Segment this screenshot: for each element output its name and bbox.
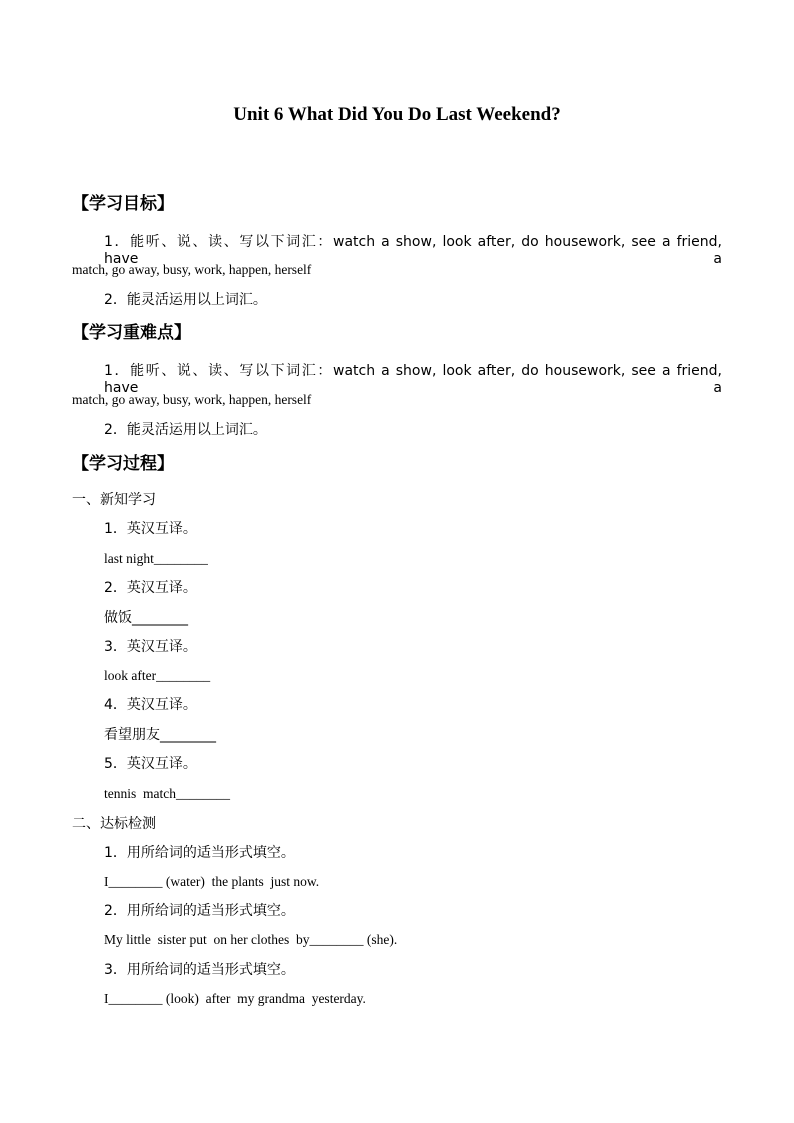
part2-item1-text: I________ (water) the plants just now. [104,874,320,889]
key-points-item1-line2: match, go away, busy, work, happen, herself [72,392,312,407]
goals-item1-line1: 1．能听、说、读、写以下词汇：watch a show, look after, do housework, see a friend, have a [104,234,722,267]
goals-item2: 2．能灵活运用以上词汇。 [104,292,267,308]
part2-title: 二、达标检测 [72,816,156,832]
part1-title: 一、新知学习 [72,492,156,508]
part2-item1-instruction: 1．用所给词的适当形式填空。 [104,845,295,861]
part1-item1-instruction: 1．英汉互译。 [104,521,197,537]
part1-item4-text: 看望朋友________ [104,727,216,743]
part1-item2-text: 做饭________ [104,610,188,626]
part1-item3-instruction: 3．英汉互译。 [104,639,197,655]
page-title: Unit 6 What Did You Do Last Weekend? [233,104,561,125]
key-points-item2: 2．能灵活运用以上词汇。 [104,422,267,438]
part2-item2-text: My little sister put on her clothes by________ (she). [104,932,398,947]
part2-item3-instruction: 3．用所给词的适当形式填空。 [104,962,295,978]
part2-item2-instruction: 2．用所给词的适当形式填空。 [104,903,295,919]
part1-item3-text: look after________ [104,668,211,683]
part2-item3-text: I________ (look) after my grandma yesterday. [104,991,366,1006]
part1-item5-text: tennis match________ [104,786,230,801]
part1-item1-text: last night________ [104,551,208,566]
part1-item2-instruction: 2．英汉互译。 [104,580,197,596]
part1-item4-instruction: 4．英汉互译。 [104,697,197,713]
goals-heading: 【学习目标】 [72,194,174,214]
key-points-heading: 【学习重难点】 [72,323,191,343]
part1-item5-instruction: 5．英汉互译。 [104,756,197,772]
key-points-item1-line1: 1．能听、说、读、写以下词汇：watch a show, look after, do housework, see a friend, have a [104,363,722,396]
process-heading: 【学习过程】 [72,454,174,474]
goals-item1-line2: match, go away, busy, work, happen, herself [72,262,312,277]
